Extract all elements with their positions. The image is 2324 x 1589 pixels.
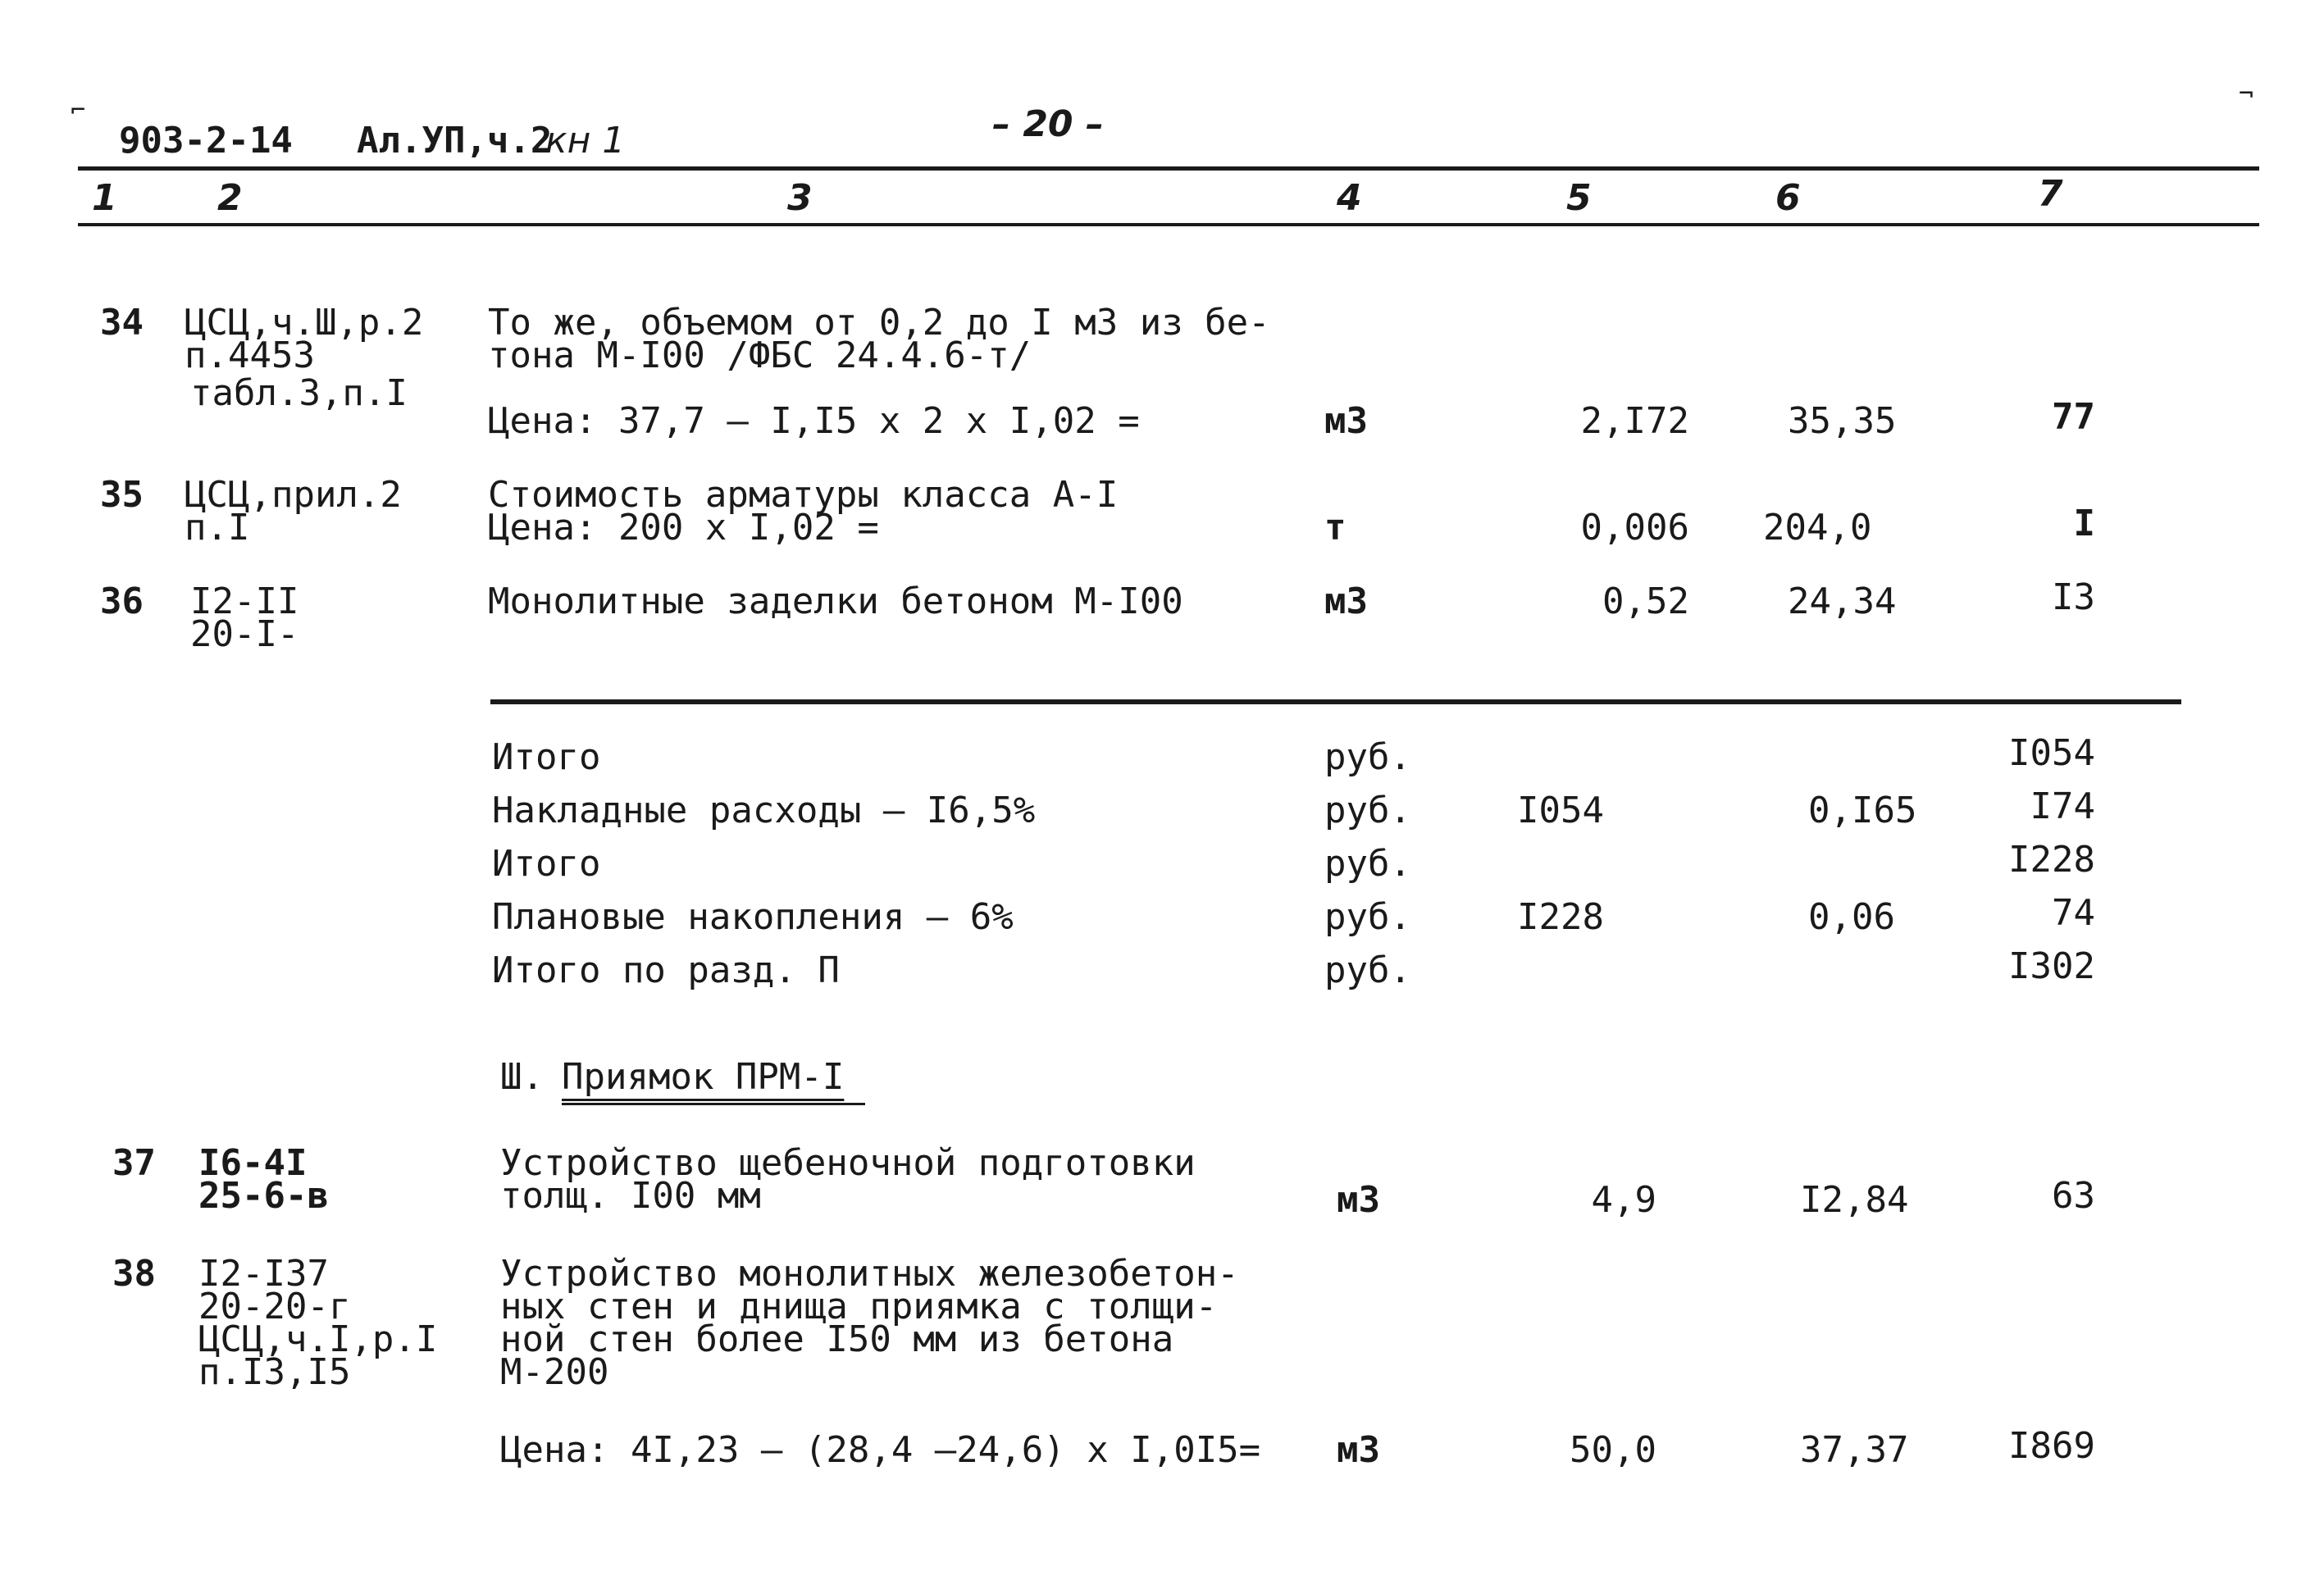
row-34-qty: 2,I72 xyxy=(1580,400,1689,442)
row-37-num: 37 xyxy=(112,1142,156,1184)
book-ref: кн 1 xyxy=(545,120,626,162)
row-36-desc-1: Монолитные заделки бетоном М-I00 xyxy=(488,581,1183,622)
row-34-price-line: Цена: 37,7 – I,I5 x 2 x I,02 = xyxy=(488,400,1140,442)
row-38-desc-4: М-200 xyxy=(500,1351,609,1393)
row-35-desc-2: Цена: 200 x I,02 = xyxy=(488,507,879,549)
row-35-ref-2: п.I xyxy=(185,507,250,549)
summary-total-1: I054 xyxy=(2008,732,2095,774)
section-title-underline xyxy=(562,1103,865,1105)
summary-rate-2: 0,I65 xyxy=(1808,790,1917,831)
row-38-ref-2: 20-20-г xyxy=(198,1286,351,1327)
row-38-unit-price: 37,37 xyxy=(1800,1429,1909,1471)
summary-label-5: Итого по разд. П xyxy=(492,949,840,991)
summary-unit-4: руб. xyxy=(1324,896,1411,938)
row-37-desc-2: толщ. I00 мм xyxy=(500,1175,761,1217)
row-36-ref-1: I2-II xyxy=(190,581,299,622)
row-34-num: 34 xyxy=(100,302,144,344)
row-35-ref-1: ЦСЦ,прил.2 xyxy=(185,474,402,516)
row-38-ref-4: п.I3,I5 xyxy=(198,1351,351,1393)
row-35-unit-price: 204,0 xyxy=(1763,507,1872,549)
row-38-desc-3: ной стен более I50 мм из бетона xyxy=(500,1318,1174,1360)
row-37-unit: м3 xyxy=(1337,1179,1380,1221)
row-38-desc-2: ных стен и днища приямка с толщи- xyxy=(500,1286,1218,1327)
corner-mark-right: ¬ xyxy=(2239,80,2254,108)
row-36-total: I3 xyxy=(2052,576,2095,618)
summary-total-2: I74 xyxy=(2030,785,2095,827)
row-37-total: 63 xyxy=(2052,1175,2095,1217)
section-title: Приямок ПРМ-I xyxy=(562,1056,845,1098)
row-34-desc-2: тона М-I00 /ФБС 24.4.6-т/ xyxy=(488,335,1032,376)
summary-total-5: I302 xyxy=(2008,945,2095,987)
row-38-ref-3: ЦСЦ,ч.I,р.I xyxy=(198,1318,438,1360)
summary-base-2: I054 xyxy=(1517,790,1604,831)
row-35-qty: 0,006 xyxy=(1580,507,1689,549)
row-36-ref-2: 20-I- xyxy=(190,613,299,655)
summary-rate-4: 0,06 xyxy=(1808,896,1895,938)
col-num-2: 2 xyxy=(217,177,243,219)
row-36-num: 36 xyxy=(100,581,144,622)
row-36-qty: 0,52 xyxy=(1602,581,1689,622)
row-34-ref-3: табл.3,п.I xyxy=(190,372,408,414)
row-35-desc-1: Стоимость арматуры класса А-I xyxy=(488,474,1119,516)
summary-total-3: I228 xyxy=(2008,839,2095,881)
row-38-num: 38 xyxy=(112,1253,156,1295)
doc-code: 903-2-14 xyxy=(119,120,293,162)
summary-unit-3: руб. xyxy=(1324,843,1411,885)
summary-unit-5: руб. xyxy=(1324,949,1411,991)
row-37-ref-1: I6-4I xyxy=(198,1142,308,1184)
header-rule-bottom xyxy=(78,223,2259,226)
col-num-3: 3 xyxy=(787,177,813,219)
album-ref: Ал.УП,ч.2 xyxy=(357,120,553,162)
row-34-unit: м3 xyxy=(1324,400,1368,442)
row-37-unit-price: I2,84 xyxy=(1800,1179,1909,1221)
row-34-desc-1: То же, объемом от 0,2 до I м3 из бе- xyxy=(488,302,1270,344)
row-35-num: 35 xyxy=(100,474,144,516)
summary-base-4: I228 xyxy=(1517,896,1604,938)
summary-label-1: Итого xyxy=(492,736,601,778)
row-36-unit-price: 24,34 xyxy=(1788,581,1897,622)
row-38-desc-1: Устройство монолитных железобетон- xyxy=(500,1253,1239,1295)
summary-unit-2: руб. xyxy=(1324,790,1411,831)
summary-label-2: Накладные расходы – I6,5% xyxy=(492,790,1036,831)
row-38-ref-1: I2-I37 xyxy=(198,1253,329,1295)
row-34-total: 77 xyxy=(2052,396,2095,438)
summary-rule xyxy=(490,699,2181,704)
row-35-unit: т xyxy=(1324,507,1347,549)
summary-label-3: Итого xyxy=(492,843,601,885)
col-num-1: 1 xyxy=(92,177,117,219)
row-34-ref-2: п.4453 xyxy=(185,335,315,376)
row-35-total: I xyxy=(2073,503,2095,544)
col-num-5: 5 xyxy=(1566,177,1592,219)
row-34-unit-price: 35,35 xyxy=(1788,400,1897,442)
row-37-qty: 4,9 xyxy=(1591,1179,1656,1221)
col-num-4: 4 xyxy=(1337,177,1362,219)
row-36-unit: м3 xyxy=(1324,581,1368,622)
col-num-7: 7 xyxy=(2038,173,2063,215)
section-number: Ш. xyxy=(500,1056,544,1098)
summary-unit-1: руб. xyxy=(1324,736,1411,778)
row-34-ref-1: ЦСЦ,ч.Ш,р.2 xyxy=(185,302,424,344)
row-38-qty: 50,0 xyxy=(1570,1429,1656,1471)
corner-mark-left: ⌐ xyxy=(71,96,86,125)
header-rule-top xyxy=(78,166,2259,171)
row-38-unit: м3 xyxy=(1337,1429,1380,1471)
row-37-desc-1: Устройство щебеночной подготовки xyxy=(500,1142,1196,1184)
col-num-6: 6 xyxy=(1775,177,1801,219)
row-38-total: I869 xyxy=(2008,1425,2095,1467)
row-37-ref-2: 25-6-в xyxy=(198,1175,329,1217)
summary-label-4: Плановые накопления – 6% xyxy=(492,896,1014,938)
row-38-price-line: Цена: 4I,23 – (28,4 –24,6) x I,0I5= xyxy=(500,1429,1261,1471)
summary-total-4: 74 xyxy=(2052,892,2095,934)
page-number: – 20 – xyxy=(992,103,1104,145)
